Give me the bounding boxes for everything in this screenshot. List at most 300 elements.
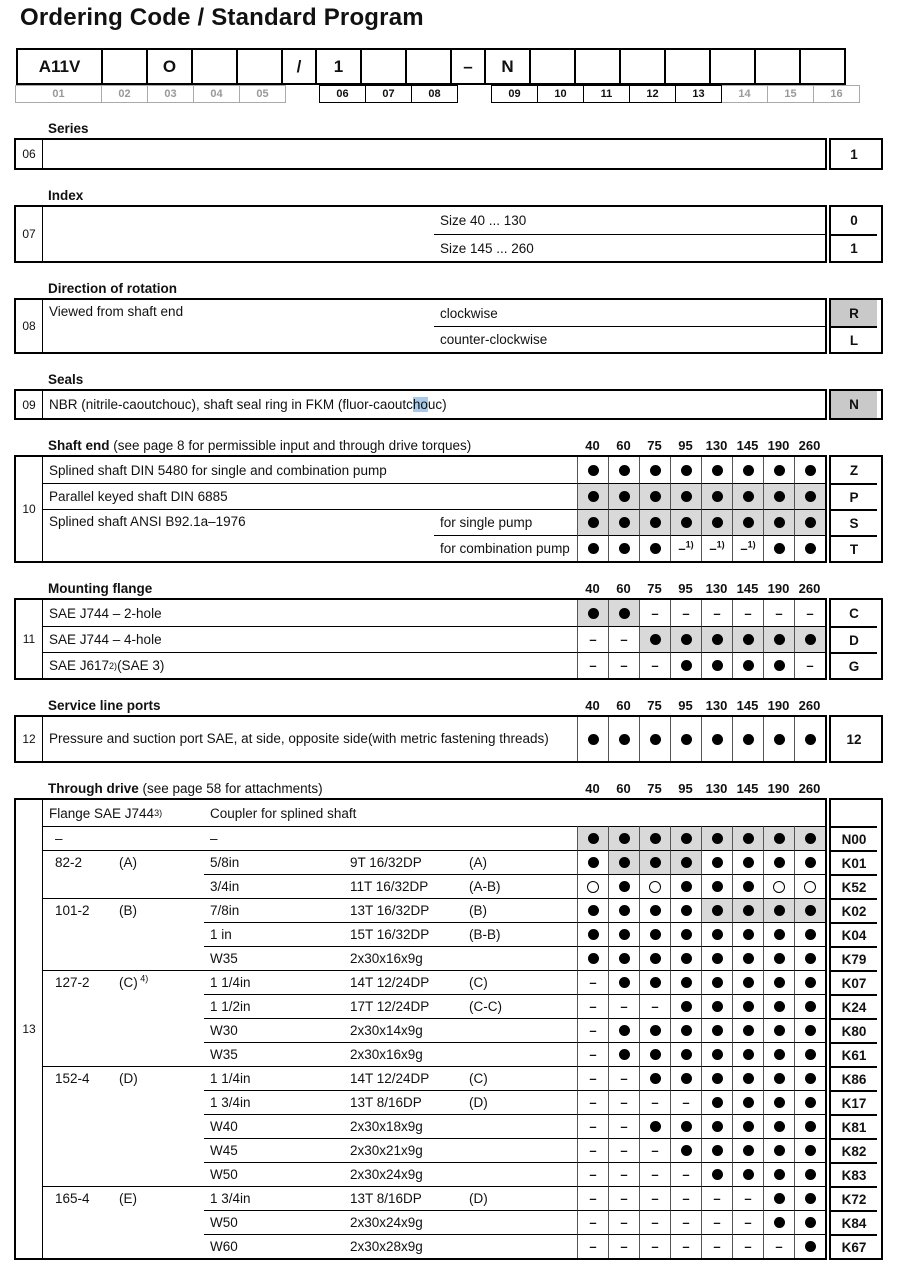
dash-mark: – xyxy=(651,1143,659,1158)
size-column-header-145: 145 xyxy=(736,781,759,796)
coupler-size-cell: W35 xyxy=(204,946,344,970)
availability-cell xyxy=(639,994,670,1018)
dot-filled-icon xyxy=(712,491,723,502)
dot-filled-icon xyxy=(774,905,785,916)
dot-filled-icon xyxy=(774,634,785,645)
dot-filled-icon xyxy=(681,857,692,868)
section-heading-mounting_flange xyxy=(0,579,901,598)
availability-cell xyxy=(639,509,670,535)
availability-cell xyxy=(794,1042,825,1066)
availability-cell xyxy=(577,1234,608,1258)
availability-cell xyxy=(577,652,608,678)
availability-cell xyxy=(639,1018,670,1042)
code-box-K72: K72 xyxy=(831,1186,877,1210)
spline-spec-cell: 2x30x14x9g xyxy=(344,1018,463,1042)
availability-cell xyxy=(701,1042,732,1066)
code-box-0: 0 xyxy=(831,207,877,234)
dot-filled-icon xyxy=(619,465,630,476)
dot-filled-icon xyxy=(805,857,816,868)
availability-cell xyxy=(577,509,608,535)
footnote-sup: 4) xyxy=(137,973,149,984)
section-title: Index xyxy=(48,188,84,203)
flange-column-header: Flange SAE J744 3) xyxy=(43,800,204,826)
availability-cell xyxy=(608,826,639,850)
dot-filled-icon xyxy=(743,1001,754,1012)
availability-cell xyxy=(763,970,794,994)
dot-filled-icon xyxy=(681,833,692,844)
dash-mark: – xyxy=(620,658,628,673)
dot-filled-icon xyxy=(774,1217,785,1228)
availability-cell xyxy=(608,717,639,761)
section-number: 12 xyxy=(16,717,43,761)
dot-filled-icon xyxy=(650,634,661,645)
table-grid xyxy=(43,717,825,761)
dash-mark: – xyxy=(620,1239,628,1254)
availability-cell xyxy=(763,457,794,483)
dot-open-icon xyxy=(804,881,816,893)
dash-mark: – xyxy=(713,1239,721,1254)
availability-cell xyxy=(670,626,701,652)
availability-cell xyxy=(701,652,732,678)
desc-text: Splined shaft ANSI B92.1a–1976 xyxy=(49,514,246,529)
availability-cell xyxy=(608,509,639,535)
section-table-seals xyxy=(14,389,901,420)
availability-cell xyxy=(639,652,670,678)
flange-letter: (A) xyxy=(119,855,137,870)
availability-cell xyxy=(639,535,670,561)
availability-cell xyxy=(701,1090,732,1114)
code-box-07 xyxy=(360,48,407,85)
section-table-index xyxy=(14,205,901,263)
code-box-K04: K04 xyxy=(831,922,877,946)
availability-cell xyxy=(701,826,732,850)
dot-filled-icon xyxy=(681,634,692,645)
availability-cell xyxy=(732,626,763,652)
dot-filled-icon xyxy=(805,543,816,554)
dash-mark: – xyxy=(744,1239,752,1254)
availability-cell xyxy=(670,1162,701,1186)
availability-cell xyxy=(794,922,825,946)
coupler-size-cell: W50 xyxy=(204,1162,344,1186)
section-shaft_end xyxy=(0,436,901,563)
dot-filled-icon xyxy=(712,977,723,988)
dot-filled-icon xyxy=(774,1073,785,1084)
dot-filled-icon xyxy=(712,465,723,476)
spline-spec-cell: 2x30x28x9g xyxy=(344,1234,463,1258)
availability-cell xyxy=(701,1114,732,1138)
availability-cell xyxy=(763,1234,794,1258)
availability-cell xyxy=(763,535,794,561)
dash-mark: – xyxy=(589,1047,597,1062)
dash-mark: – xyxy=(806,658,814,673)
dash-mark: – xyxy=(806,605,814,621)
availability-cell xyxy=(670,970,701,994)
dot-filled-icon xyxy=(774,734,785,745)
dot-filled-icon xyxy=(650,465,661,476)
code-box-P: P xyxy=(831,483,877,509)
availability-cell xyxy=(670,457,701,483)
code-box-K83: K83 xyxy=(831,1162,877,1186)
flange-cell xyxy=(43,1066,204,1186)
code-column xyxy=(829,798,883,1260)
dot-filled-icon xyxy=(774,1193,785,1204)
size-column-header-145: 145 xyxy=(736,698,759,713)
availability-cell xyxy=(732,509,763,535)
availability-cell xyxy=(639,970,670,994)
dash-mark: – xyxy=(775,1239,783,1254)
dash-mark: – xyxy=(620,1095,628,1110)
availability-cell xyxy=(732,483,763,509)
position-number-08: 08 xyxy=(411,85,458,103)
dot-filled-icon xyxy=(805,953,816,964)
dash-mark: – xyxy=(589,1143,597,1158)
dot-filled-icon xyxy=(805,1121,816,1132)
availability-cell xyxy=(794,994,825,1018)
dot-filled-icon xyxy=(650,929,661,940)
availability-cell xyxy=(670,1210,701,1234)
code-box-Z: Z xyxy=(831,457,877,483)
desc-text: SAE J617 xyxy=(49,658,110,673)
dash-mark: – xyxy=(651,658,659,673)
availability-cell xyxy=(794,1066,825,1090)
size-column-header-190: 190 xyxy=(767,581,790,596)
option-cell: counter-clockwise xyxy=(434,326,825,352)
code-box-06: 1 xyxy=(315,48,362,85)
dot-filled-icon xyxy=(712,1121,723,1132)
availability-cell xyxy=(577,600,608,626)
availability-cell xyxy=(701,1018,732,1042)
dot-filled-icon xyxy=(805,1193,816,1204)
availability-cell xyxy=(794,1162,825,1186)
dash-mark: – xyxy=(682,1191,690,1206)
dot-filled-icon xyxy=(712,1049,723,1060)
availability-cell xyxy=(794,1138,825,1162)
section-number: 08 xyxy=(16,300,43,352)
dot-filled-icon xyxy=(743,660,754,671)
availability-cell xyxy=(639,457,670,483)
dash-mark: – xyxy=(620,632,628,647)
availability-cell xyxy=(732,826,763,850)
availability-cell xyxy=(639,600,670,626)
availability-cell xyxy=(763,1138,794,1162)
dash-mark: – xyxy=(713,1215,721,1230)
size-column-header-40: 40 xyxy=(585,781,600,796)
size-column-header-190: 190 xyxy=(767,781,790,796)
dot-filled-icon xyxy=(805,1025,816,1036)
availability-cell xyxy=(701,994,732,1018)
combo-letter-cell xyxy=(463,826,577,850)
coupler-size-cell: 1 3/4in xyxy=(204,1186,344,1210)
size-column-header-75: 75 xyxy=(647,698,662,713)
section-number: 09 xyxy=(16,391,43,418)
dot-filled-icon xyxy=(774,1001,785,1012)
spline-spec-cell: 11T 16/32DP xyxy=(344,874,463,898)
availability-cell xyxy=(608,1138,639,1162)
code-column xyxy=(829,715,883,763)
ordering-code-position-numbers xyxy=(16,85,901,103)
availability-cell xyxy=(670,535,701,561)
availability-cell xyxy=(732,850,763,874)
availability-cell xyxy=(608,898,639,922)
section-table-service_line_ports xyxy=(14,715,901,763)
combo-letter-cell xyxy=(463,1210,577,1234)
desc-text: Flange SAE J744 xyxy=(49,805,155,821)
dot-filled-icon xyxy=(805,1001,816,1012)
flange-size: – xyxy=(55,831,63,846)
dot-filled-icon xyxy=(650,977,661,988)
availability-cell xyxy=(794,1186,825,1210)
availability-cell xyxy=(794,850,825,874)
dot-filled-icon xyxy=(619,608,630,619)
dot-filled-icon xyxy=(712,1145,723,1156)
position-number-01: 01 xyxy=(15,85,102,103)
availability-cell xyxy=(577,1186,608,1210)
combo-letter-cell: (D) xyxy=(463,1186,577,1210)
dot-filled-icon xyxy=(805,905,816,916)
availability-cell xyxy=(639,1114,670,1138)
availability-cell xyxy=(701,874,732,898)
dot-filled-icon xyxy=(712,660,723,671)
flange-size: 165-4 xyxy=(55,1191,90,1206)
section-title: Direction of rotation xyxy=(48,281,177,296)
spline-spec-cell: 13T 8/16DP xyxy=(344,1186,463,1210)
availability-cell xyxy=(701,1186,732,1210)
dot-filled-icon xyxy=(588,491,599,502)
availability-cell xyxy=(670,600,701,626)
dot-filled-icon xyxy=(805,833,816,844)
size-column-header-260: 260 xyxy=(798,698,821,713)
code-column xyxy=(829,205,883,263)
code-box-N00: N00 xyxy=(831,826,877,850)
availability-cell xyxy=(577,922,608,946)
availability-cell xyxy=(794,626,825,652)
availability-cell xyxy=(639,850,670,874)
size-column-header-75: 75 xyxy=(647,438,662,453)
dash-mark: – xyxy=(682,1239,690,1254)
dot-filled-icon xyxy=(774,543,785,554)
availability-cell xyxy=(639,922,670,946)
dot-open-icon xyxy=(587,881,599,893)
availability-cell xyxy=(670,652,701,678)
size-column-header-130: 130 xyxy=(705,781,728,796)
dot-filled-icon xyxy=(805,491,816,502)
dot-filled-icon xyxy=(712,1073,723,1084)
combo-letter-cell: (C) xyxy=(463,970,577,994)
position-number-03: 03 xyxy=(147,85,194,103)
availability-cell xyxy=(701,483,732,509)
availability-cell xyxy=(794,898,825,922)
dot-filled-icon xyxy=(650,543,661,554)
dot-filled-icon xyxy=(774,833,785,844)
dash-mark: – xyxy=(651,999,659,1014)
spline-spec-cell: 13T 16/32DP xyxy=(344,898,463,922)
spline-spec-cell: 17T 12/24DP xyxy=(344,994,463,1018)
dot-filled-icon xyxy=(588,465,599,476)
availability-cell xyxy=(794,457,825,483)
dot-filled-icon xyxy=(712,929,723,940)
coupler-size-cell: – xyxy=(204,826,344,850)
availability-cell xyxy=(639,898,670,922)
dash-mark: – xyxy=(589,999,597,1014)
dot-filled-icon xyxy=(712,857,723,868)
dot-filled-icon xyxy=(712,953,723,964)
availability-cell xyxy=(608,483,639,509)
availability-cell xyxy=(732,970,763,994)
dot-filled-icon xyxy=(681,977,692,988)
section-title: Shaft end xyxy=(48,438,110,453)
dot-filled-icon xyxy=(805,1145,816,1156)
dot-filled-icon xyxy=(650,857,661,868)
availability-cell xyxy=(670,483,701,509)
dot-filled-icon xyxy=(712,634,723,645)
dot-filled-icon xyxy=(588,929,599,940)
ordering-code-boxes xyxy=(16,48,901,85)
size-column-header-190: 190 xyxy=(767,698,790,713)
option-cell: Size 145 ... 260 xyxy=(434,234,825,261)
dot-filled-icon xyxy=(588,833,599,844)
availability-cell xyxy=(701,922,732,946)
availability-cell xyxy=(670,1138,701,1162)
availability-cell xyxy=(794,970,825,994)
dot-filled-icon xyxy=(650,491,661,502)
availability-cell xyxy=(732,535,763,561)
dot-filled-icon xyxy=(650,1073,661,1084)
dot-filled-icon xyxy=(774,660,785,671)
availability-cell xyxy=(577,970,608,994)
dot-filled-icon xyxy=(619,881,630,892)
availability-cell xyxy=(732,1162,763,1186)
position-number-12: 12 xyxy=(629,85,676,103)
spline-spec-cell: 2x30x16x9g xyxy=(344,1042,463,1066)
dot-filled-icon xyxy=(774,1145,785,1156)
coupler-size-cell: 7/8in xyxy=(204,898,344,922)
description-cell xyxy=(43,140,825,168)
dot-filled-icon xyxy=(805,977,816,988)
code-box-S: S xyxy=(831,509,877,535)
availability-cell xyxy=(577,1162,608,1186)
section-number: 06 xyxy=(16,140,43,168)
code-box-03: O xyxy=(146,48,193,85)
combo-letter-cell xyxy=(463,1162,577,1186)
availability-cell xyxy=(639,946,670,970)
availability-cell xyxy=(577,874,608,898)
availability-cell xyxy=(639,874,670,898)
coupler-size-cell: 1 1/4in xyxy=(204,1066,344,1090)
dot-filled-icon xyxy=(681,1025,692,1036)
code-box-16 xyxy=(799,48,846,85)
availability-cell xyxy=(608,946,639,970)
dot-filled-icon xyxy=(619,833,630,844)
section-seals xyxy=(0,370,901,420)
flange-size: 152-4 xyxy=(55,1071,90,1086)
dot-filled-icon xyxy=(805,517,816,528)
combo-letter-cell: (A-B) xyxy=(463,874,577,898)
availability-cell xyxy=(794,652,825,678)
availability-cell xyxy=(701,509,732,535)
availability-cell xyxy=(639,626,670,652)
dash-mark: – xyxy=(713,1191,721,1206)
availability-cell xyxy=(701,1138,732,1162)
section-table-series xyxy=(14,138,901,170)
availability-cell xyxy=(639,1162,670,1186)
dot-filled-icon xyxy=(743,491,754,502)
availability-cell xyxy=(763,826,794,850)
dot-filled-icon xyxy=(805,734,816,745)
dash-mark: – xyxy=(589,1215,597,1230)
code-box-K82: K82 xyxy=(831,1138,877,1162)
description-cell: SAE J617 2) (SAE 3) xyxy=(43,652,577,678)
size-column-header-40: 40 xyxy=(585,698,600,713)
code-column xyxy=(829,138,883,170)
main-table xyxy=(14,798,827,1260)
availability-cell xyxy=(639,1138,670,1162)
availability-cell xyxy=(670,922,701,946)
size-column-header-60: 60 xyxy=(616,698,631,713)
dot-filled-icon xyxy=(681,881,692,892)
desc-line: (with metric fastening threads) xyxy=(367,731,549,746)
availability-cell xyxy=(763,1162,794,1186)
dash-mark: – xyxy=(589,1071,597,1086)
section-heading-shaft_end xyxy=(0,436,901,455)
desc-line: Pressure and suction port SAE, at side, opposite side xyxy=(49,731,368,746)
spline-spec-cell: 15T 16/32DP xyxy=(344,922,463,946)
availability-cell xyxy=(639,1090,670,1114)
dot-filled-icon xyxy=(619,1049,630,1060)
option-cell: for single pump xyxy=(434,509,577,535)
code-box-K01: K01 xyxy=(831,850,877,874)
option-cell: for combination pump xyxy=(434,535,577,561)
code-box-K81: K81 xyxy=(831,1114,877,1138)
code-box-05 xyxy=(236,48,283,85)
availability-cell xyxy=(608,850,639,874)
dot-filled-icon xyxy=(681,1049,692,1060)
availability-cell xyxy=(608,1042,639,1066)
dot-filled-icon xyxy=(681,1001,692,1012)
code-box-K07: K07 xyxy=(831,970,877,994)
section-table-rotation xyxy=(14,298,901,354)
code-box-1: 1 xyxy=(831,234,877,261)
section-heading-series xyxy=(0,119,901,138)
section-table-shaft_end xyxy=(14,455,901,563)
availability-cell xyxy=(670,874,701,898)
availability-cell xyxy=(608,1066,639,1090)
availability-cell xyxy=(608,1210,639,1234)
availability-cell xyxy=(701,970,732,994)
availability-cell xyxy=(763,509,794,535)
dot-filled-icon xyxy=(805,1241,816,1252)
dot-filled-icon xyxy=(774,517,785,528)
description-cell xyxy=(43,457,577,483)
position-number-02: 02 xyxy=(101,85,148,103)
availability-cell xyxy=(670,994,701,1018)
table-grid xyxy=(43,207,825,261)
flange-letter: (E) xyxy=(119,1191,137,1206)
dash-mark: – xyxy=(651,1191,659,1206)
code-box-empty xyxy=(831,800,877,826)
code-box-K24: K24 xyxy=(831,994,877,1018)
section-number: 13 xyxy=(16,800,43,1258)
code-box-K84: K84 xyxy=(831,1210,877,1234)
combo-letter-cell: (B) xyxy=(463,898,577,922)
section-title: Series xyxy=(48,121,89,136)
main-table xyxy=(14,598,827,680)
availability-cell xyxy=(763,922,794,946)
availability-cell xyxy=(732,1114,763,1138)
code-box-08 xyxy=(405,48,452,85)
availability-cell xyxy=(763,1066,794,1090)
size-column-header-260: 260 xyxy=(798,438,821,453)
flange-cell xyxy=(43,970,204,1066)
